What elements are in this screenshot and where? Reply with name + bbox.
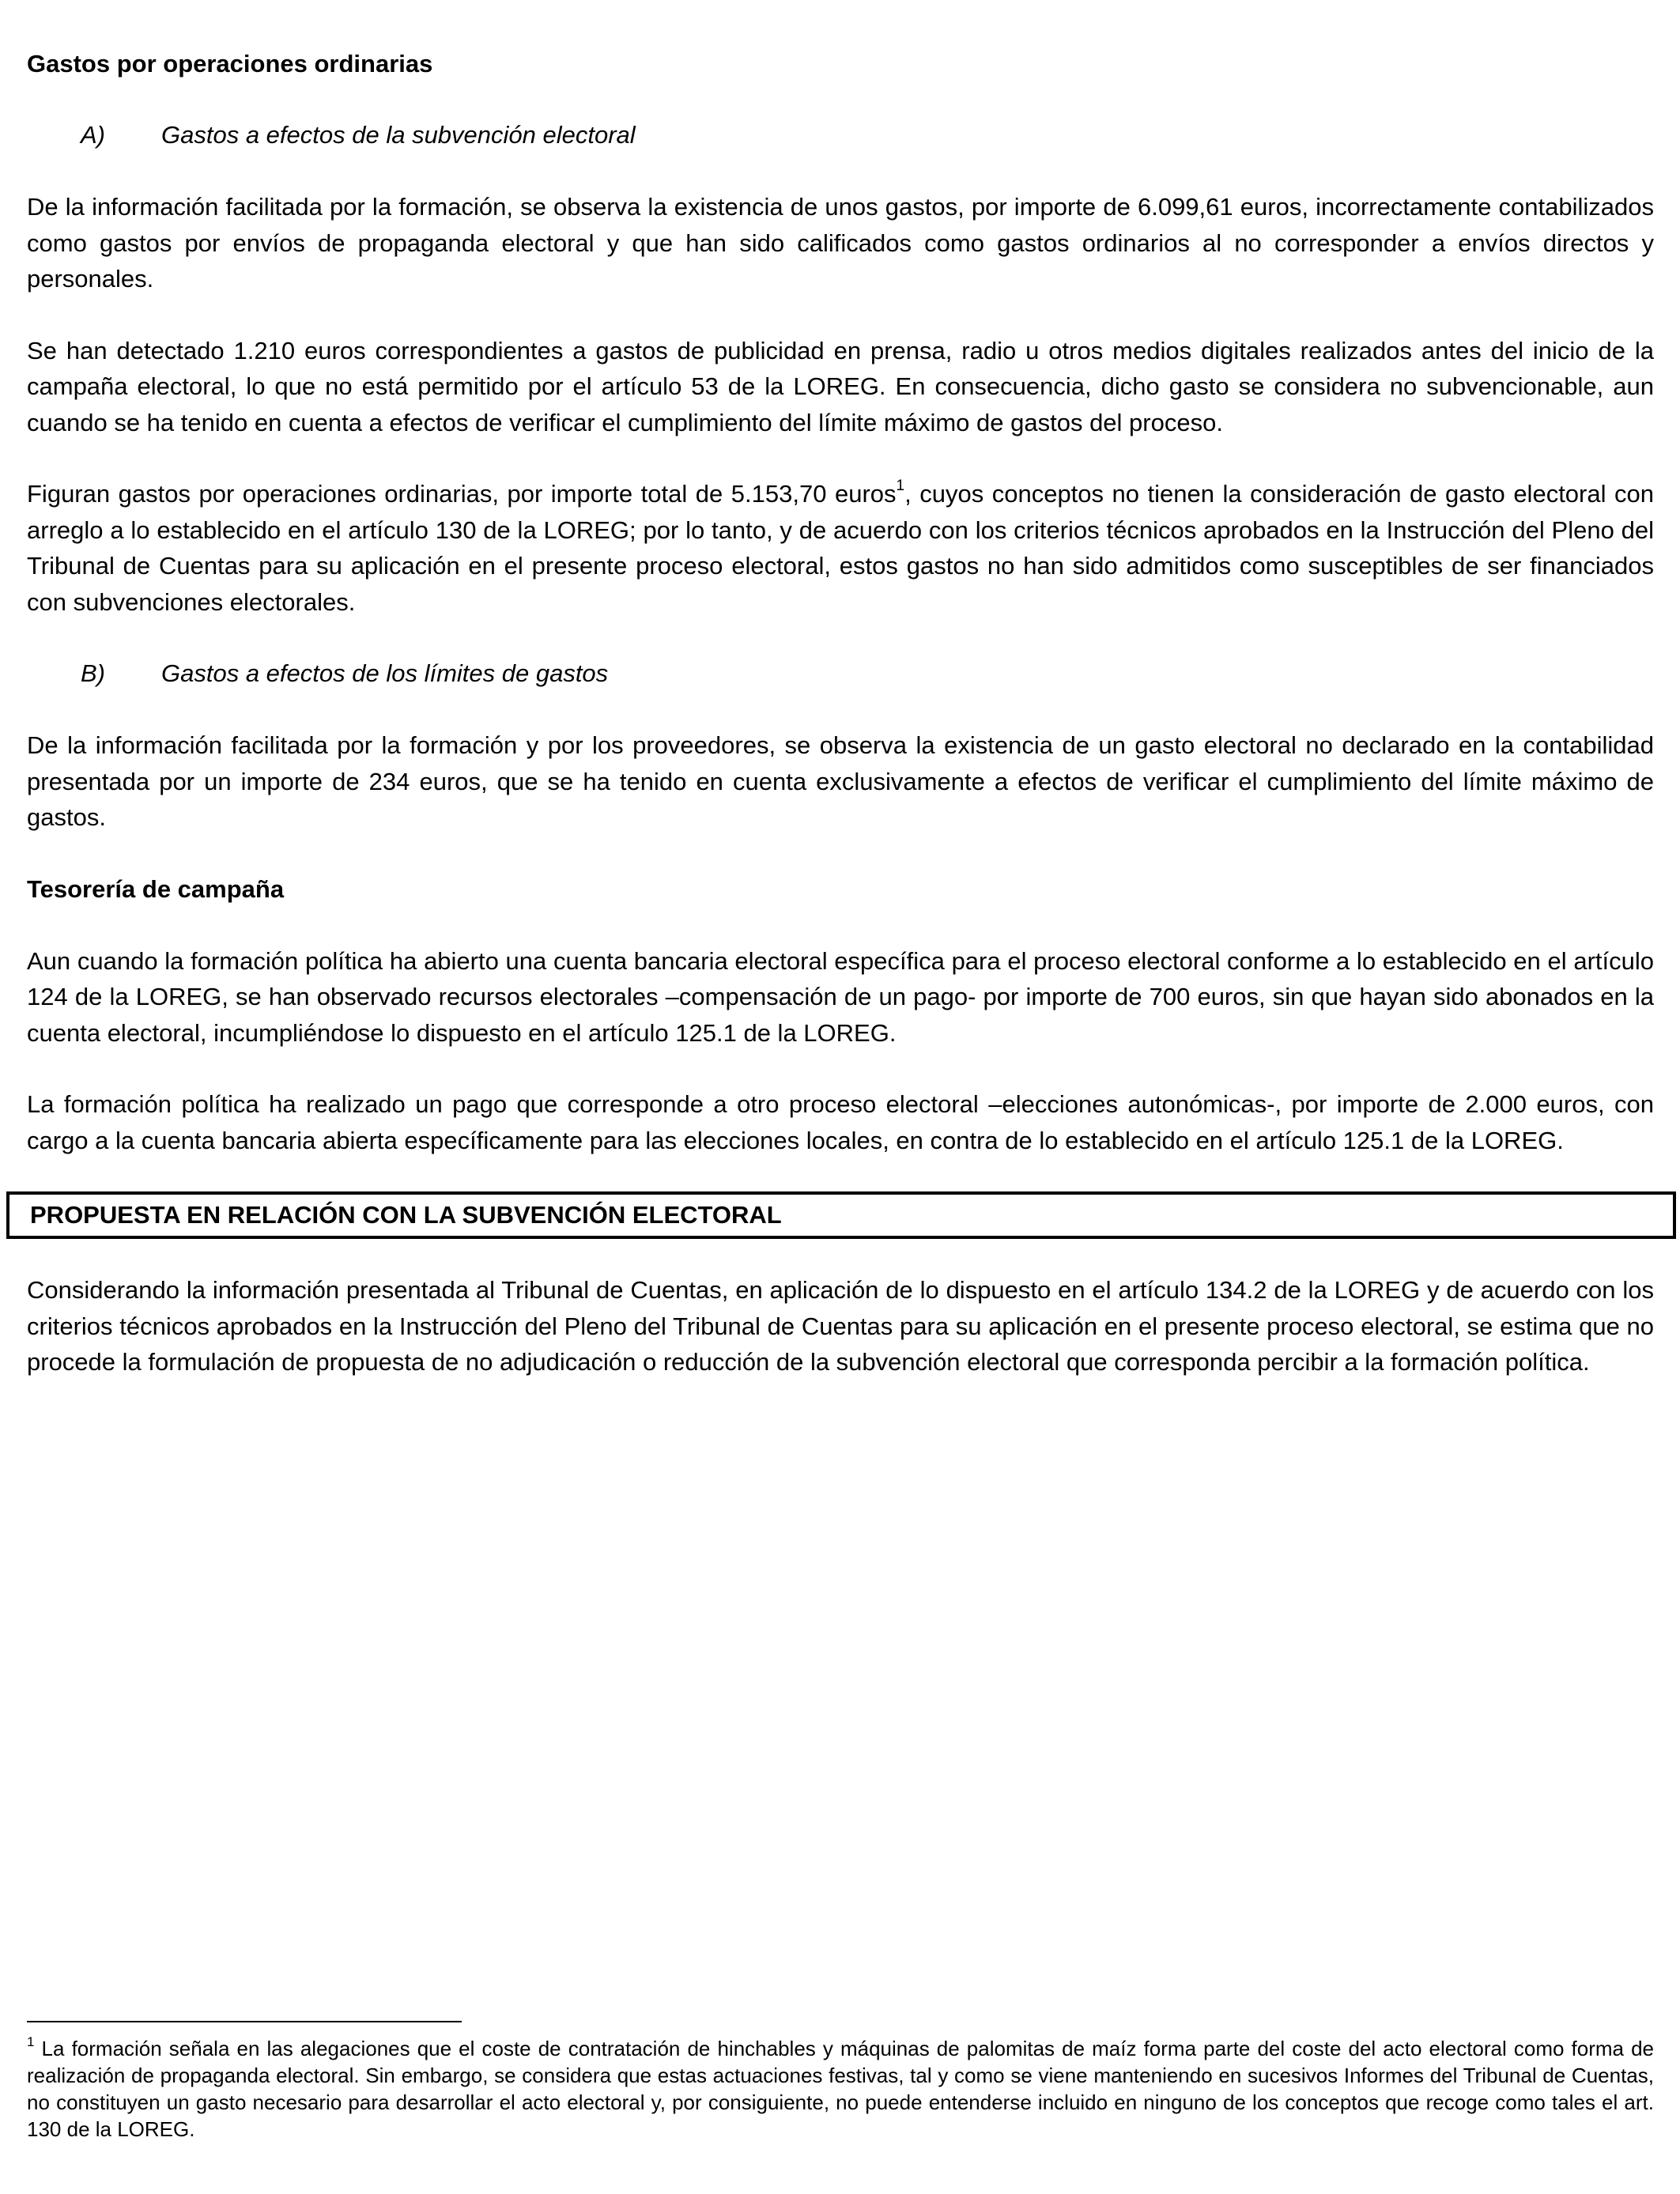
- subsection-b-heading: [27, 655, 1654, 692]
- subsection-a-title: Gastos a efectos de la subvención electoral: [161, 121, 636, 149]
- paragraph-a3: [27, 476, 1654, 620]
- paragraph-a2: Se han detectado 1.210 euros correspondientes a gastos de publicidad en prensa, radio u otros medios digitales realizados antes del inicio de la campaña electoral, lo que no está permitido por el artículo 53 de la LOREG. En consecuencia, dicho gasto se considera no subvencionable, aun cuando se ha tenido en cuenta a efectos de verificar el cumplimiento del límite máximo de gastos del proceso.: [27, 336, 1654, 436]
- subsection-a-heading: [27, 117, 1654, 153]
- footnote-marker: 1: [27, 2034, 35, 2050]
- paragraph-t1: Aun cuando la formación política ha abierto una cuenta bancaria electoral específica para el proceso electoral conforme a lo establecido en el artículo 124 de la LOREG, se han observado recursos electorales –compensación de un pago- por importe de 700 euros, sin que hayan sido abonados en la cuenta electoral, incumpliéndose lo dispuesto en el artículo 125.1 de la LOREG.: [27, 946, 1654, 1047]
- document-body: [27, 46, 1654, 1380]
- footnote-reference: 1: [896, 477, 905, 494]
- paragraph-proposal: Considerando la información presentada al Tribunal de Cuentas, en aplicación de lo dispuesto en el artículo 134.2 de la LOREG y de acuerdo con los criterios técnicos aprobados en la Instrucción del Pleno del Tribunal de Cuentas para su aplicación en el presente proceso electoral, se estima que no procede la formulación de propuesta de no adjudicación o reducción de la subvención electoral que corresponda percibir a la formación política.: [27, 1276, 1654, 1376]
- paragraph-a3-end: , cuyos conceptos no tienen la consideración de gasto electoral con arreglo a lo establecido en el artículo 130 de la LOREG; por lo tanto, y de acuerdo con los criterios técnicos aprobados en la Instrucción del Pleno del Tribunal de Cuentas para su aplicación en el presente proceso electoral, estos gastos no han sido admitidos como susceptibles de ser financiados con subvenciones electorales.: [27, 480, 1654, 616]
- footnote-divider: [27, 2021, 462, 2022]
- paragraph-a1: De la información facilitada por la formación, se observa la existencia de unos gastos, por importe de 6.099,61 euros, incorrectamente contabilizados como gastos por envíos de propaganda electoral y que han sido calificados como gastos ordinarios al no corresponder a envíos directos y personales.: [27, 193, 1654, 293]
- subsection-b-title: Gastos a efectos de los límites de gastos: [161, 659, 609, 687]
- section-heading-tesoreria: Tesorería de campaña: [27, 874, 285, 903]
- section-heading-gastos: Gastos por operaciones ordinarias: [27, 50, 433, 77]
- paragraph-t2: La formación política ha realizado un pago que corresponde a otro proceso electoral –elecciones autonómicas-, por importe de 2.000 euros, con cargo a la cuenta bancaria abierta específicamente para las elecciones locales, en contra de lo establecido en el artículo 125.1 de la LOREG.: [27, 1090, 1654, 1154]
- subsection-a-letter: A): [81, 121, 105, 149]
- proposal-heading: PROPUESTA EN RELACIÓN CON LA SUBVENCIÓN ELECTORAL: [30, 1201, 782, 1229]
- footnote: [27, 2035, 1654, 2143]
- proposal-heading-box: [6, 1191, 1676, 1239]
- subsection-b-letter: B): [81, 659, 105, 687]
- paragraph-a3-start: Figuran gastos por operaciones ordinarias, por importe total de 5.153,70 euros: [27, 480, 897, 508]
- paragraph-b1: De la información facilitada por la formación y por los proveedores, se observa la existencia de un gasto electoral no declarado en la contabilidad presentada por un importe de 234 euros, que se ha tenido en cuenta exclusivamente a efectos de verificar el cumplimiento del límite máximo de gastos.: [27, 731, 1654, 831]
- footnote-text: La formación señala en las alegaciones que el coste de contratación de hinchables y máquinas de palomitas de maíz forma parte del coste del acto electoral como forma de realización de propaganda electoral. Sin embargo, se considera que estas actuaciones festivas, tal y como se viene manteniendo en sucesivos Informes del Tribunal de Cuentas, no constituyen un gasto necesario para desarrollar el acto electoral y, por consiguiente, no puede entenderse incluido en ninguno de los conceptos que recoge como tales el art. 130 de la LOREG.: [27, 2037, 1654, 2141]
